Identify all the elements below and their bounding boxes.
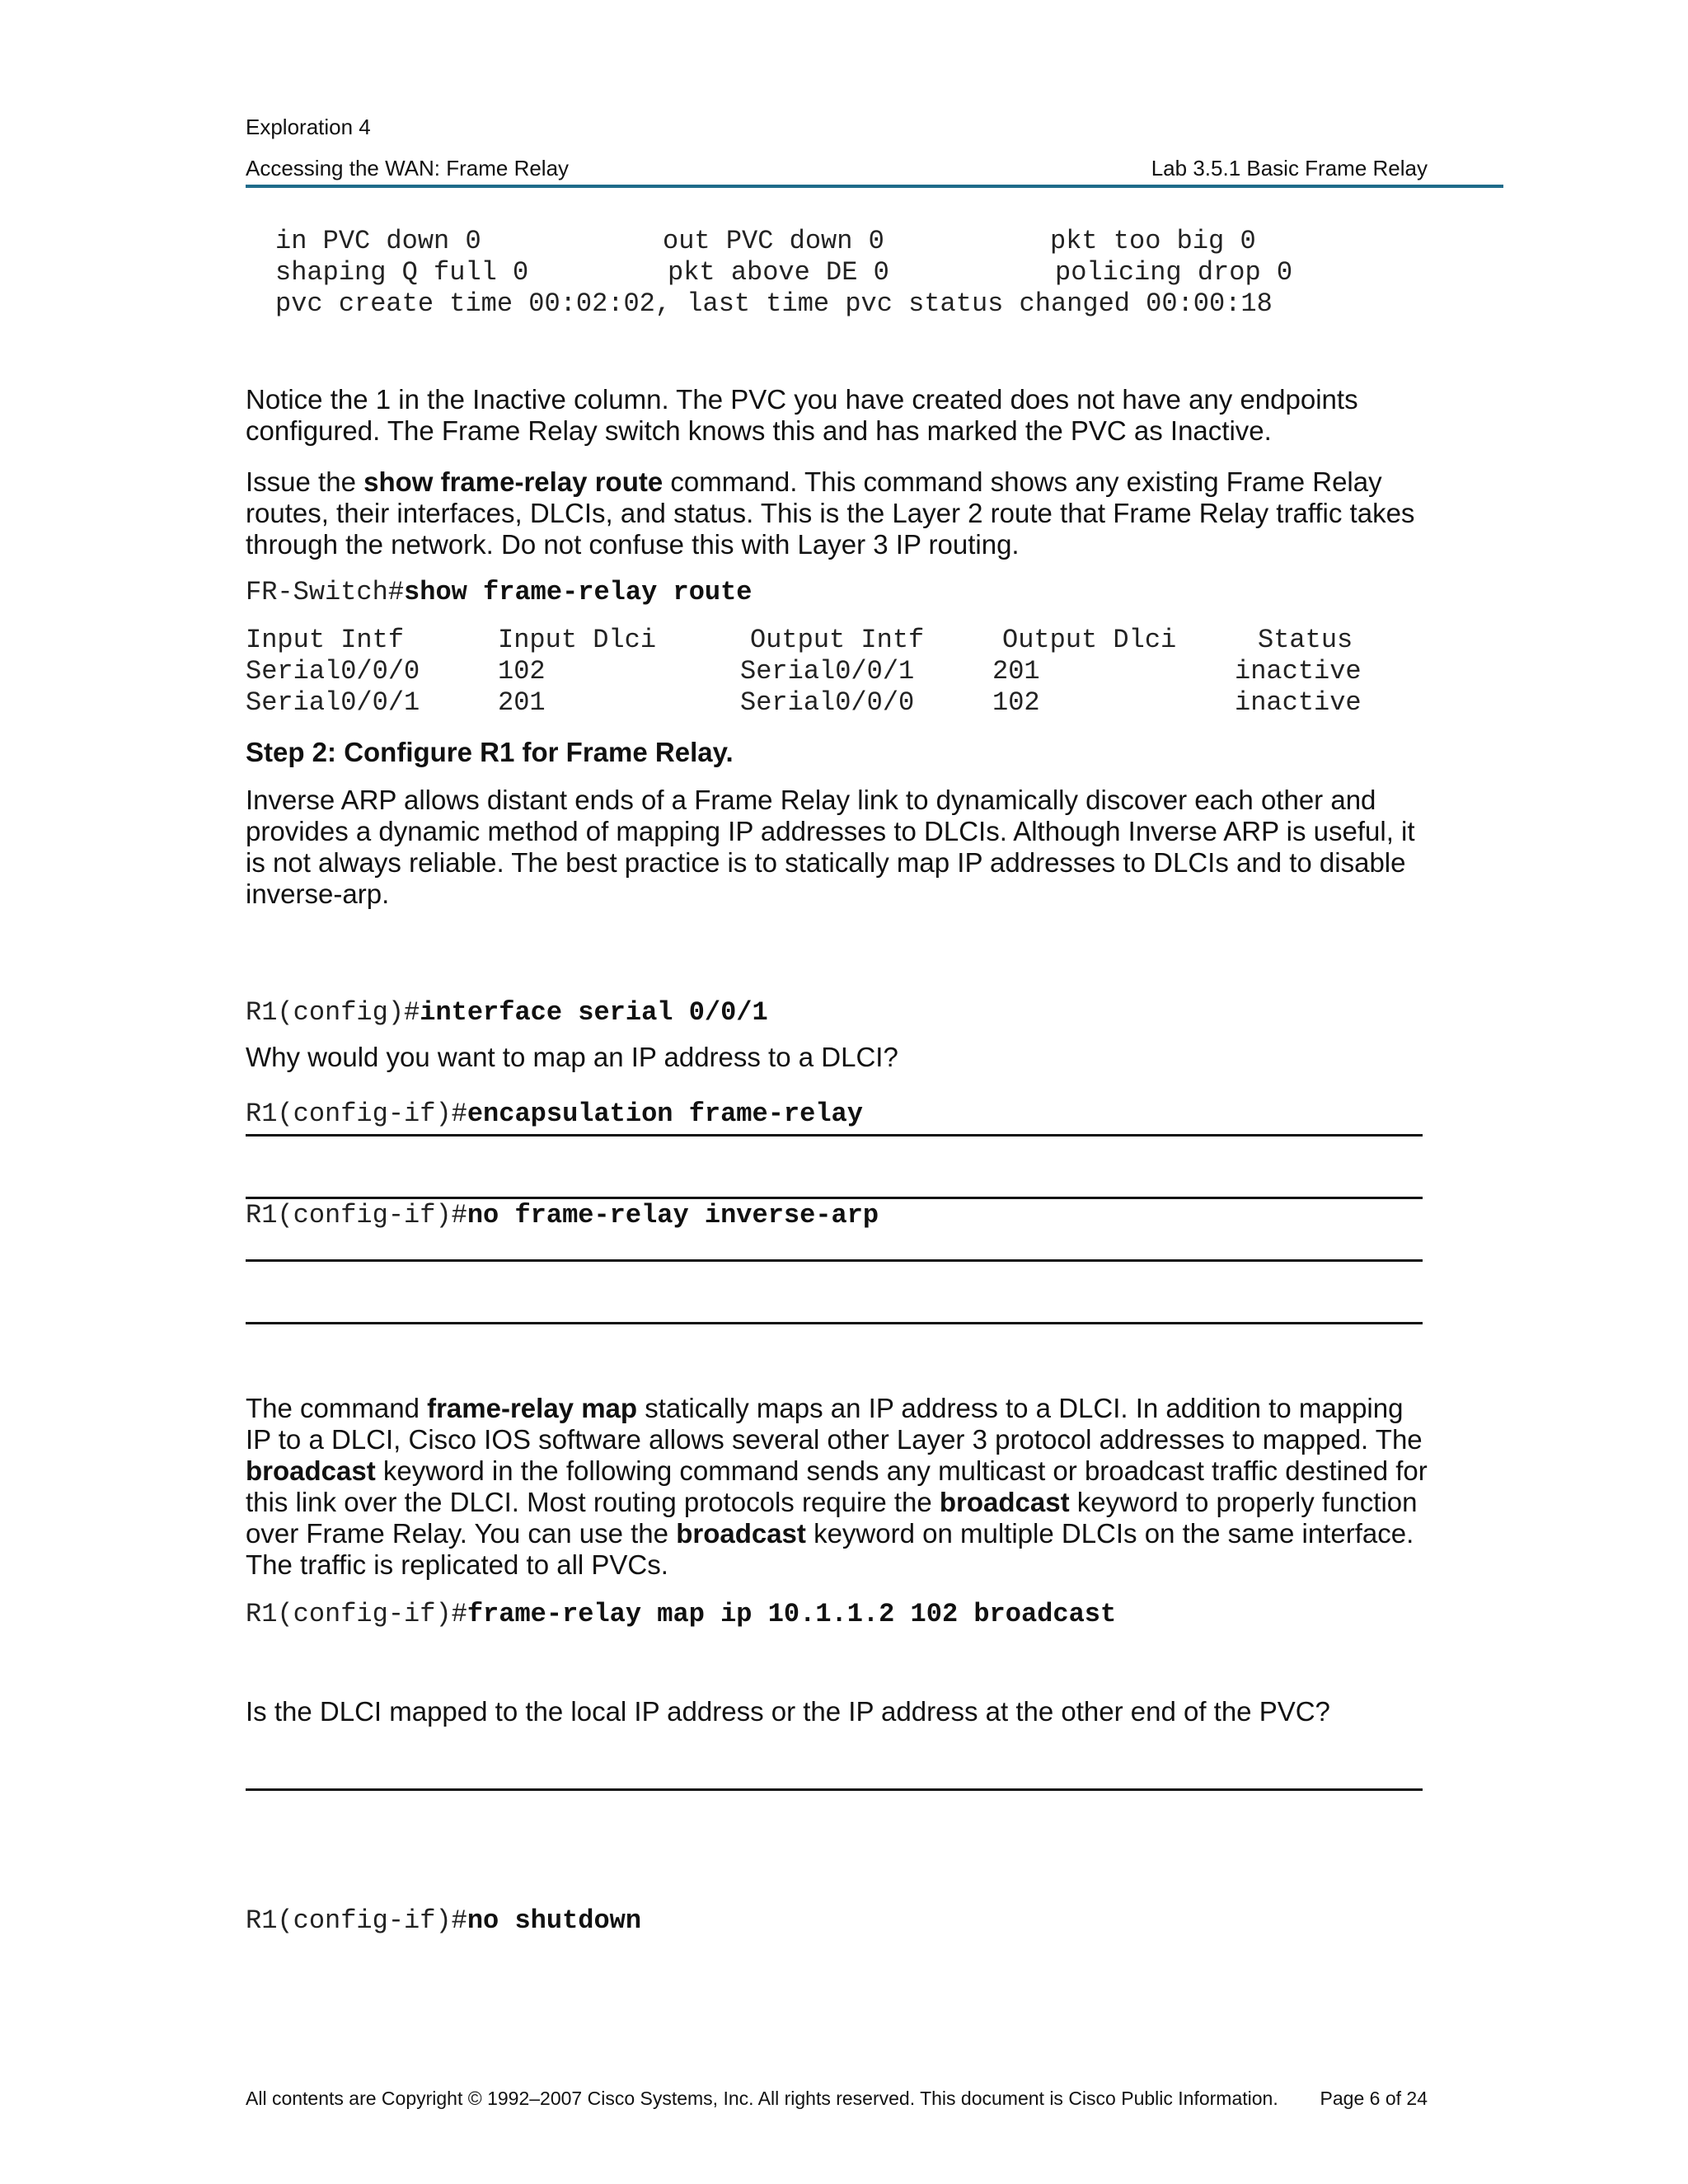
table-cell: 102 bbox=[992, 687, 1040, 718]
cli-command: frame-relay map ip 10.1.1.2 102 broadcast bbox=[467, 1599, 1117, 1629]
cli-prompt: R1(config-if)# bbox=[246, 1599, 467, 1629]
table-header: Input Intf bbox=[246, 625, 405, 655]
question-2: Is the DLCI mapped to the local IP address or the IP address at the other end of the PVC? bbox=[246, 1696, 1330, 1727]
table-header: Output Intf bbox=[750, 625, 925, 655]
header-module: Accessing the WAN: Frame Relay bbox=[246, 156, 570, 180]
text: statically maps an IP address to a DLCI. In addition to mapping IP to a DLCI, Cisco IOS software allows several other Layer 3 protocol addresses to mapped. The bbox=[246, 1393, 1423, 1455]
inline-keyword: broadcast bbox=[246, 1455, 376, 1486]
table-cell: Serial0/0/1 bbox=[246, 687, 420, 718]
inline-keyword: broadcast bbox=[939, 1487, 1070, 1517]
table-cell: 201 bbox=[498, 687, 546, 718]
footer bbox=[246, 2087, 1428, 2110]
inline-command: frame-relay map bbox=[427, 1393, 638, 1423]
footer-copyright: All contents are Copyright © 1992–2007 Cisco Systems, Inc. All rights reserved. This document is Cisco Public Information. bbox=[246, 2088, 1278, 2109]
cli-command: interface serial 0/0/1 bbox=[420, 997, 768, 1028]
answer-line bbox=[246, 1788, 1423, 1791]
table-cell: inactive bbox=[1235, 656, 1362, 687]
text: command. This command shows any existing Frame Relay routes, their interfaces, DLCIs, and status. This is the Layer 2 route that Frame Relay traffic takes through the network. Do not confuse this with Layer 3 IP routing. bbox=[246, 466, 1415, 560]
inline-keyword: broadcast bbox=[676, 1518, 806, 1549]
cli-command: no shutdown bbox=[467, 1905, 642, 1936]
pvc-stat: shaping Q full 0 bbox=[275, 257, 529, 288]
text: keyword in the following command sends any multicast or broadcast traffic destined for this link over the DLCI. Most routing protocols require the bbox=[246, 1455, 1428, 1517]
cli-prompt: FR-Switch# bbox=[246, 577, 405, 607]
route-table bbox=[246, 625, 1432, 724]
para-inactive: Notice the 1 in the Inactive column. The PVC you have created does not have any endpoints configured. The Frame Relay switch knows this and has marked the PVC as Inactive. bbox=[246, 384, 1358, 446]
cli-prompt: R1(config-if)# bbox=[246, 1200, 467, 1230]
answer-line bbox=[246, 1259, 1423, 1262]
cli-command: encapsulation frame-relay bbox=[467, 1099, 863, 1129]
header-row bbox=[246, 155, 1428, 181]
para-route bbox=[246, 466, 1432, 560]
cli-prompt: R1(config)# bbox=[246, 997, 420, 1028]
pvc-stat: pkt too big 0 bbox=[1050, 226, 1256, 256]
cmd-no-shutdown bbox=[246, 1905, 641, 1937]
text: keyword to properly function over Frame Relay. You can use the bbox=[246, 1487, 1418, 1549]
pvc-stat: out PVC down 0 bbox=[663, 226, 884, 256]
table-cell: Serial0/0/0 bbox=[740, 687, 915, 718]
header-course: Exploration 4 bbox=[246, 115, 371, 139]
para-frame-relay-map bbox=[246, 1393, 1432, 1581]
text: The command bbox=[246, 1393, 428, 1423]
config-line bbox=[246, 1198, 879, 1232]
header-lab: Lab 3.5.1 Basic Frame Relay bbox=[1151, 156, 1428, 180]
cli-command: no frame-relay inverse-arp bbox=[467, 1200, 879, 1230]
cmd-frame-relay-map bbox=[246, 1599, 1116, 1630]
para-inverse-arp: Inverse ARP allows distant ends of a Frame Relay link to dynamically discover each other and provides a dynamic method of mapping IP addresses to DLCIs. Although Inverse ARP is useful, it is not always reliable. The best practice is to statically map IP addresses to DLCIs and to disable inverse-arp. bbox=[246, 785, 1415, 909]
text: keyword on multiple DLCIs on the same interface. The traffic is replicated to all PVCs. bbox=[246, 1518, 1414, 1580]
pvc-stat: in PVC down 0 bbox=[275, 226, 481, 256]
table-cell: Serial0/0/1 bbox=[740, 656, 915, 687]
table-cell: 201 bbox=[992, 656, 1040, 687]
table-cell: inactive bbox=[1235, 687, 1362, 718]
table-cell: 102 bbox=[498, 656, 546, 687]
config-line bbox=[246, 1097, 879, 1131]
cli-prompt: R1(config-if)# bbox=[246, 1099, 467, 1129]
question-1: Why would you want to map an IP address to a DLCI? bbox=[246, 1042, 898, 1072]
text: Issue the bbox=[246, 466, 364, 497]
pvc-stat: pkt above DE 0 bbox=[668, 257, 889, 288]
header-rule bbox=[246, 185, 1503, 188]
pvc-stats-output bbox=[275, 226, 1429, 325]
inline-command: show frame-relay route bbox=[363, 466, 663, 497]
cmd-show-route bbox=[246, 577, 753, 608]
table-header: Input Dlci bbox=[498, 625, 657, 655]
step-heading: Step 2: Configure R1 for Frame Relay. bbox=[246, 737, 734, 767]
pvc-stat: policing drop 0 bbox=[1055, 257, 1293, 288]
config-line bbox=[246, 996, 879, 1029]
answer-line bbox=[246, 1134, 1423, 1137]
config-commands bbox=[246, 928, 879, 1300]
table-cell: Serial0/0/0 bbox=[246, 656, 420, 687]
pvc-stat: pvc create time 00:02:02, last time pvc status changed 00:00:18 bbox=[275, 288, 1273, 319]
table-header: Status bbox=[1258, 625, 1353, 655]
answer-line bbox=[246, 1322, 1423, 1324]
table-header: Output Dlci bbox=[1002, 625, 1177, 655]
footer-page-number: Page 6 of 24 bbox=[1320, 2088, 1428, 2109]
answer-line bbox=[246, 1197, 1423, 1199]
cli-command: show frame-relay route bbox=[404, 577, 753, 607]
cli-prompt: R1(config-if)# bbox=[246, 1905, 467, 1936]
